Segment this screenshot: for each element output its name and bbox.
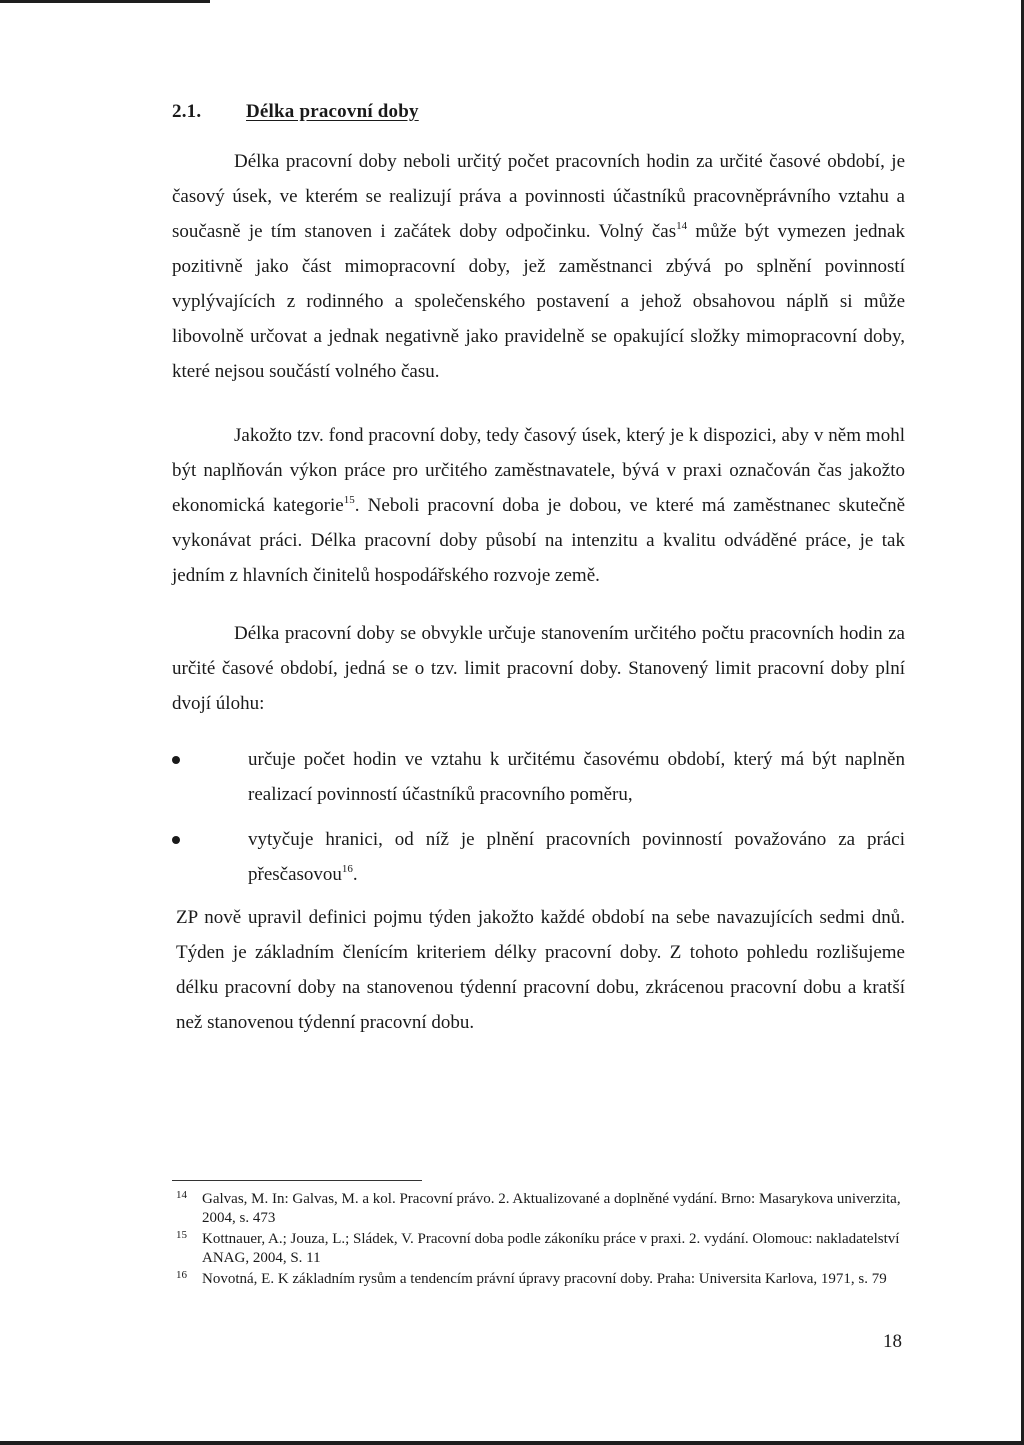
paragraph-1-text-a: Délka pracovní doby neboli určitý počet pracovních hodin za určité časové období, je časový úsek, ve kterém se realizují práva a povinnosti účastníků pracovněprávního vztahu a současně je tím stanoven i začátek doby odpočinku. Volný čas [172,151,905,242]
bullet-list [172,742,905,902]
footnote-text: Galvas, M. In: Galvas, M. a kol. Pracovní právo. 2. Aktualizované a doplněné vydání. Brno: Masarykova univerzita, 2004, s. 473 [202,1191,901,1226]
list-item [172,742,905,812]
list-item-text: určuje počet hodin ve vztahu k určitému časovému období, který má být naplněn realizací povinností účastníků pracovního poměru, [248,749,905,805]
bullet-dot-icon [172,836,180,844]
footnote-ref-16: 16 [341,863,353,875]
footnote [172,1190,905,1228]
footnote-text: Novotná, E. K základním rysům a tendencím právní úpravy pracovní doby. Praha: Universita Karlova, 1971, s. 79 [202,1271,887,1287]
scan-edge-bottom [0,1441,1024,1445]
paragraph-1-text-b: může být vymezen jednak pozitivně jako část mimopracovní doby, jež zaměstnanci zbývá po splnění povinností vyplývajících z rodinného a společenského postavení a jehož obsahovou náplň si může libovolně určovat a jednak negativně jako pravidelně se opakující složky mimopracovní doby, které nejsou součástí volného času. [172,221,905,382]
section-number: 2.1. [172,101,202,122]
bullet-dot-icon [172,756,180,764]
footnote-text: Kottnauer, A.; Jouza, L.; Sládek, V. Pracovní doba podle zákoníku práce v praxi. 2. vydání. Olomouc: nakladatelství ANAG, 2004, S. 11 [202,1231,900,1266]
paragraph-1 [172,144,905,389]
paragraph-3: Délka pracovní doby se obvykle určuje stanovením určitého počtu pracovních hodin za určité časové období, jedná se o tzv. limit pracovní doby. Stanovený limit pracovní doby plní dvojí úlohu: [172,623,905,714]
paragraph-4: ZP nově upravil definici pojmu týden jakožto každé období na sebe navazujících sedmi dnů. Týden je základním členícím kriteriem délky pracovní doby. Z tohoto pohledu rozlišujeme délku pracovní doby na stanovenou týdenní pracovní dobu, zkrácenou pracovní dobu a kratší než stanovenou týdenní pracovní dobu. [176,907,905,1033]
paragraph-2 [172,418,905,593]
paragraph-2-text-b: . Neboli pracovní doba je dobou, ve které má zaměstnanec skutečně vykonávat práci. Délka pracovní doby působí na intenzitu a kvalitu odváděné práce, je tak jedním z hlavních činitelů hospodářského rozvoje země. [172,495,906,586]
page-number: 18 [883,1331,902,1352]
footnote [172,1270,905,1289]
list-item [172,822,905,892]
paragraph-2-text-a: Jakožto tzv. fond pracovní doby, tedy časový úsek, který je k dispozici, aby v něm mohl být naplňován výkon práce pro určitého zaměstnavatele, bývá v praxi označován čas jakožto ekonomická kategorie [172,425,905,516]
footnote-mark: 15 [176,1229,187,1241]
footnote-ref-15: 15 [343,494,355,506]
scan-edge-top [0,0,210,3]
footnote-ref-14: 14 [676,220,688,232]
footnote-separator [172,1180,422,1181]
list-item-text-end: . [352,864,358,885]
footnote [172,1230,905,1268]
footnotes [172,1190,905,1291]
section-heading [172,101,419,123]
list-item-text: vytyčuje hranici, od níž je plnění pracovních povinností považováno za práci přesčasovou [248,829,905,885]
footnote-mark: 14 [176,1189,187,1201]
footnote-mark: 16 [176,1269,187,1281]
section-title: Délka pracovní doby [246,101,419,122]
